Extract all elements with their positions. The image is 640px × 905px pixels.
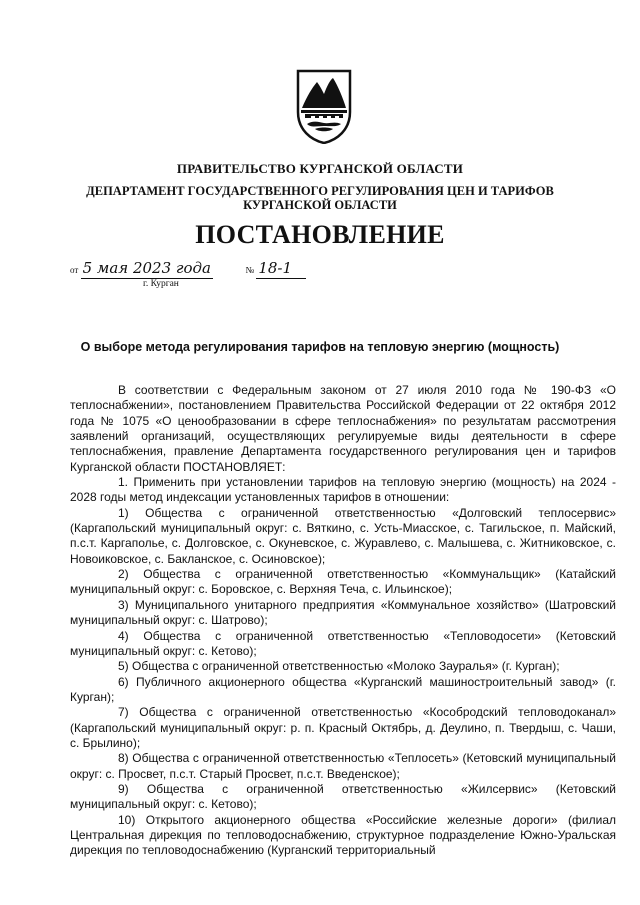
document-body (70, 383, 616, 859)
document-type: ПОСТАНОВЛЕНИЕ (195, 220, 445, 249)
list-item: 5) Общества с ограниченной ответственностью «Молоко Зауралья» (г. Курган); (118, 659, 560, 674)
number-label: № (245, 265, 255, 275)
department-title-line2: КУРГАНСКОЙ ОБЛАСТИ (243, 198, 397, 212)
paragraph: 1. Применить при установлении тарифов на тепловую энергию (мощность) на 2024 - 2028 годы метод индексации установленных тарифов в отношении: (70, 475, 616, 505)
list-item: 9) Общества с ограниченной ответственностью «Жилсервис» (Кетовский муниципальный округ: с. Кетово); (70, 781, 616, 812)
document-subject: О выборе метода регулирования тарифов на тепловую энергию (мощность) (80, 340, 560, 354)
city: г. Курган (143, 279, 179, 289)
list-item: 1) Общества с ограниченной ответственностью «Долговский теплосервис» (Каргапольский муниципальный округ: с. Вяткино, с. Усть-Миасское, с. Тагильское, п. Майский, п.с.т. Каргаполье, с. Долговское, с. Окуневское, с. Журавлево, с. Малышева, с. Житниковское, с. Новоиковское, с. Бакланское, с. Осиновское); (70, 505, 616, 566)
list-item: 4) Общества с ограниченной ответственностью «Тепловодосети» (Кетовский муниципальный округ: с. Кетово); (70, 628, 616, 658)
list-item: 8) Общества с ограниченной ответственностью «Теплосеть» (Кетовский муниципальный округ: с. Просвет, п.с.т. Старый Просвет, п.с.т. Введенское); (70, 751, 616, 781)
list-item: 7) Общества с ограниченной ответственностью «Кособродский тепловодоканал» (Каргапольский муниципальный округ: р. п. Красный Октябрь, д. Деулино, п. Твердыш, с. Чаши, с. Брылино); (70, 705, 616, 750)
date-label: от (70, 265, 79, 275)
number-field (256, 260, 306, 279)
coat-of-arms-icon (295, 68, 353, 144)
date-value: 5 мая 2023 года (82, 259, 211, 277)
date-field (81, 260, 213, 279)
list-item: 2) Общества с ограниченной ответственностью «Коммунальщик» (Катайский муниципальный округ: с. Боровское, с. Верхняя Теча, с. Ильинское); (70, 567, 616, 597)
list-item: 3) Муниципального унитарного предприятия «Коммунальное хозяйство» (Шатровский муниципальный округ: с. Шатрово); (70, 597, 616, 628)
list-item: 10) Открытого акционерного общества «Российские железные дороги» (филиал Центральная дирекция по тепловодоснабжению, структурное подразделение Южно-Уральская дирекция по тепловодоснабжению (Курганский территориальный (70, 812, 616, 858)
paragraph: В соответствии с Федеральным законом от 27 июля 2010 года № 190-ФЗ «О теплоснабжении», постановлением Правительства Российской Федерации от 22 октября 2012 года № 1075 «О ценообразовании в сфере теплоснабжения» по результатам рассмотрения заявлений организаций, осуществляющих регулируемые виды деятельности в сфере теплоснабжения, правление Департамента государственного регулирования цен и тарифов Курганской области ПОСТАНОВЛЯЕТ: (70, 383, 616, 474)
department-title-line1: ДЕПАРТАМЕНТ ГОСУДАРСТВЕННОГО РЕГУЛИРОВАНИЯ ЦЕН И ТАРИФОВ (86, 184, 554, 198)
number-value: 18-1 (258, 259, 293, 277)
department-title (0, 184, 640, 212)
list-item: 6) Публичного акционерного общества «Курганский машиностроительный завод» (г. Курган); (70, 674, 616, 704)
government-title: ПРАВИТЕЛЬСТВО КУРГАНСКОЙ ОБЛАСТИ (176, 161, 464, 176)
dateline (70, 260, 306, 279)
